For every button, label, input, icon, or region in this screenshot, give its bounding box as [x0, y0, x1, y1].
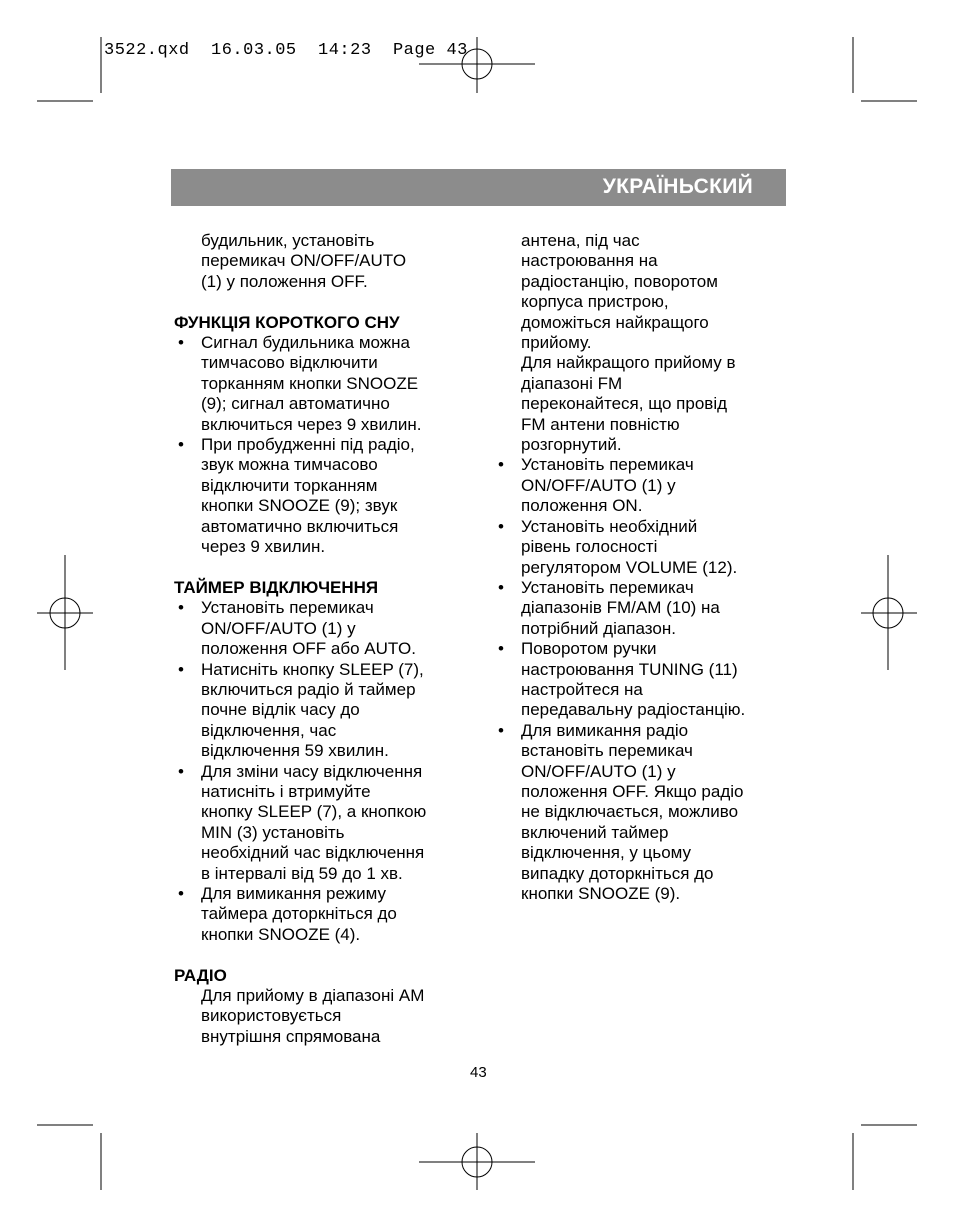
bullet-icon: •	[178, 598, 184, 618]
list-item	[174, 660, 474, 762]
right-column	[494, 231, 794, 904]
radio-intro-text: Для прийому в діапазоні AM використовується внутрішня спрямована	[201, 985, 425, 1046]
list-item	[174, 333, 474, 435]
list-item	[494, 455, 794, 516]
sleep-timer-heading: ТАЙМЕР ВІДКЛЮЧЕННЯ	[174, 577, 379, 597]
list-item-text: Для вимикання радіо встановіть перемикач ON/OFF/AUTO (1) у положення OFF. Якщо радіо не відключається, можливо включений таймер відключення, у цьому випадку доторкніться до кнопки SNOOZE (9).	[521, 720, 744, 903]
list-item-text: Поворотом ручки настроювання TUNING (11) настройтеся на передавальну радіостанцію.	[521, 639, 746, 720]
bullet-icon: •	[178, 761, 184, 781]
language-title: УКРАЇНЬСКИЙ	[602, 175, 753, 198]
page-number: 43	[470, 1064, 487, 1081]
list-item	[174, 884, 474, 945]
list-item-text: Установіть перемикач ON/OFF/AUTO (1) у положення OFF або AUTO.	[201, 598, 416, 659]
antenna-text: антена, під час настроювання на радіостанцію, поворотом корпуса пристрою, доможіться найкращого прийому. Для найкращого прийому в діапазоні FM переконайтеся, що провід FM антени повністю розгорнутий.	[521, 231, 736, 455]
list-item-text: Установіть необхідний рівень голосності регулятором VOLUME (12).	[521, 516, 738, 577]
bullet-icon: •	[178, 659, 184, 679]
bullet-icon: •	[178, 883, 184, 903]
bullet-icon: •	[498, 455, 504, 475]
list-item	[494, 639, 794, 721]
sleep-timer-list	[174, 598, 474, 945]
list-item	[174, 762, 474, 884]
bullet-icon: •	[498, 516, 504, 536]
list-item-text: Установіть перемикач ON/OFF/AUTO (1) у положення ON.	[521, 455, 694, 516]
bullet-icon: •	[498, 720, 504, 740]
snooze-heading: ФУНКЦІЯ КОРОТКОГО СНУ	[174, 312, 400, 332]
list-item-text: Сигнал будильника можна тимчасово відключити торканням кнопки SNOOZE (9); сигнал автоматично включиться через 9 хвилин.	[201, 333, 422, 434]
list-item	[494, 721, 794, 905]
list-item-text: Установіть перемикач діапазонів FM/AM (10) на потрібний діапазон.	[521, 577, 720, 638]
radio-steps-list	[494, 455, 794, 904]
list-item	[174, 435, 474, 557]
list-item-text: При пробудженні під радіо, звук можна тимчасово відключити торканням кнопки SNOOZE (9); звук автоматично включиться через 9 хвилин.	[201, 435, 415, 557]
bullet-icon: •	[498, 639, 504, 659]
bullet-icon: •	[178, 333, 184, 353]
bullet-icon: •	[498, 577, 504, 597]
list-item-text: Для зміни часу відключення натисніть і втримуйте кнопку SLEEP (7), а кнопкою MIN (3) установіть необхідний час відключення в інтервалі від 59 до 1 хв.	[201, 761, 427, 883]
list-item	[174, 598, 474, 659]
print-slug: 3522.qxd 16.03.05 14:23 Page 43	[104, 41, 468, 60]
bullet-icon: •	[178, 435, 184, 455]
list-item	[494, 517, 794, 578]
list-item-text: Для вимикання режиму таймера доторкніться до кнопки SNOOZE (4).	[201, 883, 397, 944]
list-item-text: Натисніть кнопку SLEEP (7), включиться радіо й таймер почне відлік часу до відключення, час відключення 59 хвилин.	[201, 659, 424, 761]
snooze-list	[174, 333, 474, 557]
list-item	[494, 578, 794, 639]
section-header-bar	[171, 169, 786, 206]
left-column	[174, 231, 474, 1047]
radio-heading: РАДІО	[174, 965, 227, 985]
alarm-intro-text: будильник, установіть перемикач ON/OFF/AUTO (1) у положення OFF.	[201, 231, 407, 291]
